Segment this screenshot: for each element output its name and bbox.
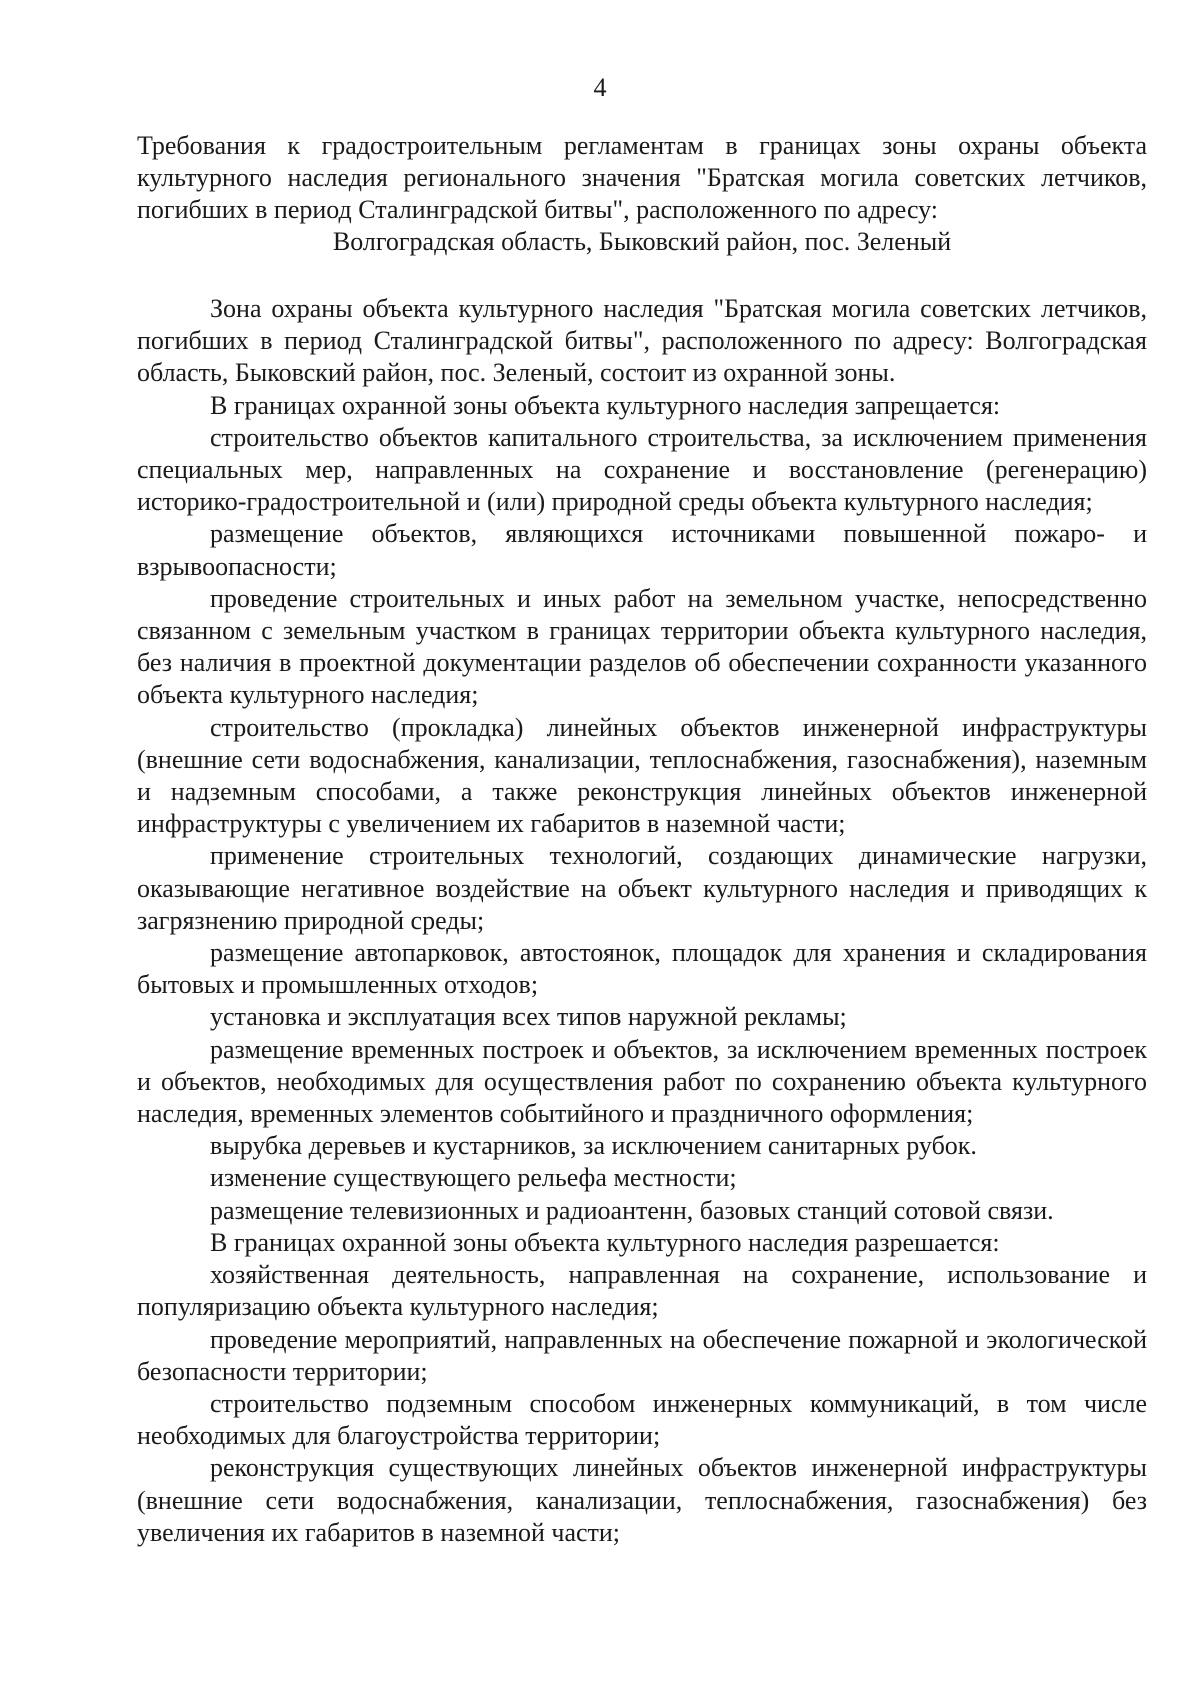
paragraph: строительство объектов капитального строительства, за исключением применения специальных мер, направленных на сохранение и восстановление (регенерацию) историко-градостроительной и (или) природной среды объекта культурного наследия; bbox=[137, 422, 1147, 517]
paragraph: применение строительных технологий, создающих динамические нагрузки, оказывающие негативное воздействие на объект культурного наследия и приводящих к загрязнению природной среды; bbox=[137, 841, 1147, 935]
paragraph: проведение строительных и иных работ на земельном участке, непосредственно связанном с земельным участком в границах территории объекта культурного наследия, без наличия в проектной документации разделов об обеспечении сохранности указанного объекта культурного наследия; bbox=[137, 583, 1147, 710]
paragraph: В границах охранной зоны объекта культурного наследия разрешается: bbox=[210, 1227, 1000, 1257]
document-title bbox=[137, 130, 1147, 258]
document-body bbox=[137, 293, 1147, 1549]
paragraph: изменение существующего рельефа местности; bbox=[210, 1163, 737, 1193]
title-main: Требования к градостроительным регламентам в границах зоны охраны объекта культурного наследия регионального значения "Братская могила советских летчиков, погибших в период Сталинградской битвы", расположенного по адресу: bbox=[137, 131, 1147, 224]
title-address: Волгоградская область, Быковский район, пос. Зеленый bbox=[332, 227, 952, 256]
paragraph: размещение автопарковок, автостоянок, площадок для хранения и складирования бытовых и промышленных отходов; bbox=[137, 938, 1147, 1000]
page-number: 4 bbox=[593, 73, 607, 102]
paragraph: Зона охраны объекта культурного наследия "Братская могила советских летчиков, погибших в период Сталинградской битвы", расположенного по адресу: Волгоградская область, Быковский район, пос. Зеленый, состоит из охранной зоны. bbox=[137, 294, 1147, 388]
paragraph: размещение временных построек и объектов, за исключением временных построек и объектов, необходимых для осуществления работ по сохранению объекта культурного наследия, временных элементов событийного и праздничного оформления; bbox=[137, 1034, 1147, 1129]
paragraph: размещение объектов, являющихся источниками повышенной пожаро- и взрывоопасности; bbox=[137, 519, 1147, 581]
paragraph: В границах охранной зоны объекта культурного наследия запрещается: bbox=[210, 390, 1001, 420]
paragraph: размещение телевизионных и радиоантенн, базовых станций сотовой связи. bbox=[210, 1195, 1054, 1225]
paragraph: строительство (прокладка) линейных объектов инженерной инфраструктуры (внешние сети водоснабжения, канализации, теплоснабжения, газоснабжения), наземным и надземным способами, а также реконструкция линейных объектов инженерной инфраструктуры с увеличением их габаритов в наземной части; bbox=[137, 712, 1147, 839]
paragraph: реконструкция существующих линейных объектов инженерной инфраструктуры (внешние сети водоснабжения, канализации, теплоснабжения, газоснабжения) без увеличения их габаритов в наземной части; bbox=[137, 1453, 1147, 1547]
paragraph: проведение мероприятий, направленных на обеспечение пожарной и экологической безопасности территории; bbox=[137, 1324, 1147, 1386]
paragraph: хозяйственная деятельность, направленная на сохранение, использование и популяризацию объекта культурного наследия; bbox=[137, 1260, 1147, 1322]
paragraph: строительство подземным способом инженерных коммуникаций, в том числе необходимых для благоустройства территории; bbox=[137, 1388, 1147, 1451]
paragraph: вырубка деревьев и кустарников, за исключением санитарных рубок. bbox=[210, 1131, 977, 1161]
paragraph: установка и эксплуатация всех типов наружной рекламы; bbox=[210, 1002, 847, 1032]
